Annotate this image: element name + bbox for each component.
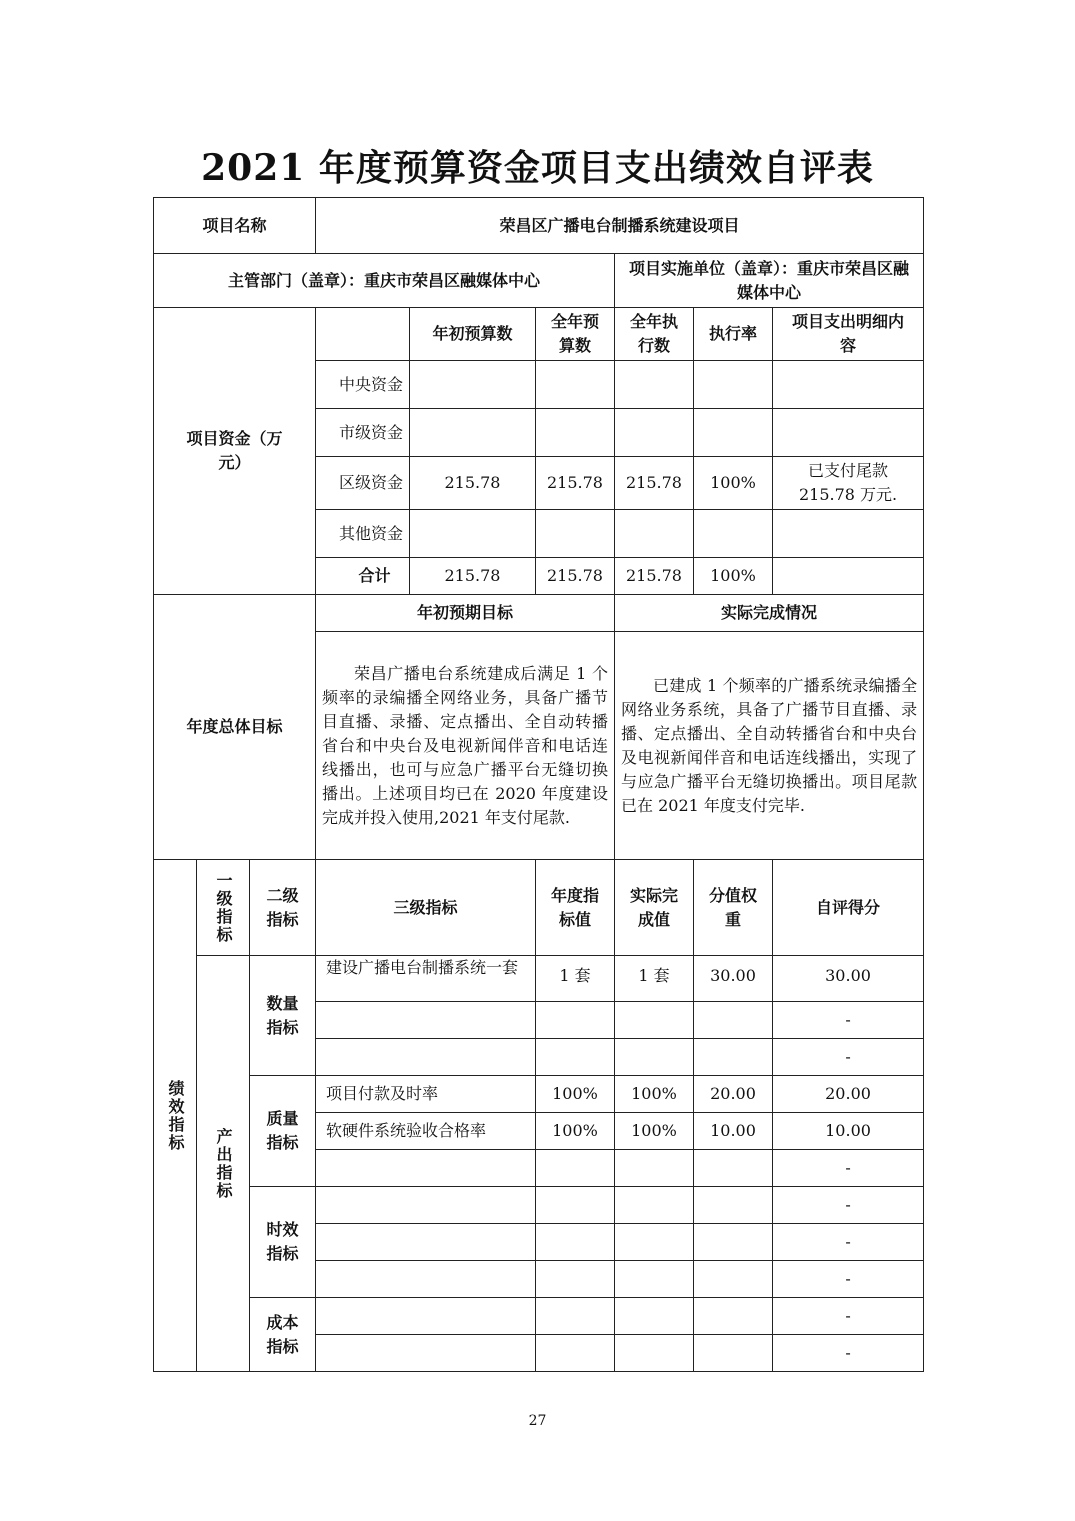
indicator-target: 100% [536,1076,615,1113]
indicator-item [316,1298,536,1335]
planned-goal-text: 荣昌广播电台系统建成后满足 1 个频率的录编播全网络业务，具备广播节目直播、录播、定点播出、全自动转播省台和中央台及电视新闻伴音和电话连线播出，也可与应急广播平台无缝切换播出。上述项目均已在 2020 年度建设完成并投入使用,2021 年支付尾款. [316,632,615,860]
indicator-score: - [773,1187,924,1224]
indicator-score: - [773,1224,924,1261]
fund-cell: 215.78 [410,457,536,510]
actual-goal-text: 已建成 1 个频率的广播系统录编播全网络业务系统，具备了广播节目直播、录播、定点播出、全自动转播省台和中央台及电视新闻伴音和电话连线播出，实现了与应急广播平台无缝切换播出。项目尾款已在 2021 年度支付完毕. [615,632,924,860]
level1-header [197,860,250,956]
fund-cell [773,361,924,409]
indicator-actual: 100% [615,1076,694,1113]
indicator-item: 软硬件系统验收合格率 [316,1113,536,1150]
timeliness-indicator-label: 时效指标 [250,1187,316,1298]
indicator-actual [615,1298,694,1335]
indicator-score: - [773,1150,924,1187]
cost-indicator-label: 成本指标 [250,1298,316,1372]
indicator-target [536,1150,615,1187]
funds-header-rate: 执行率 [694,308,773,361]
project-name-label: 项目名称 [154,198,316,254]
fund-cell [773,409,924,457]
level2-header: 二级指标 [250,860,316,956]
supervising-dept: 主管部门（盖章）：重庆市荣昌区融媒体中心 [154,254,615,308]
fund-cell: 215.78 [615,558,694,595]
indicator-weight: 10.00 [694,1113,773,1150]
indicator-item [316,1261,536,1298]
actual-goal-header: 实际完成情况 [615,595,924,632]
page-title: 2021 年度预算资金项目支出绩效自评表 [201,147,874,189]
indicator-weight [694,1335,773,1372]
funds-header-executed: 全年执行数 [615,308,694,361]
indicator-weight [694,1187,773,1224]
indicator-weight [694,1261,773,1298]
fund-cell: 215.78 [410,558,536,595]
indicator-score: - [773,1335,924,1372]
indicator-actual [615,1002,694,1039]
indicator-item: 建设广播电台制播系统一套 [316,956,536,1002]
indicator-weight: 30.00 [694,956,773,1002]
fund-cell [694,510,773,558]
fund-detail-cell: 已支付尾款 215.78 万元. [773,457,924,510]
fund-cell [410,510,536,558]
funds-header-initial: 年初预算数 [410,308,536,361]
indicator-score: - [773,1039,924,1076]
indicator-target: 1 套 [536,956,615,1002]
funds-header-blank [316,308,410,361]
indicator-actual: 1 套 [615,956,694,1002]
funds-header-detail: 项目支出明细内容 [773,308,924,361]
indicator-weight [694,1002,773,1039]
project-name-value: 荣昌区广播电台制播系统建设项目 [316,198,924,254]
indicator-item [316,1039,536,1076]
indicator-weight [694,1298,773,1335]
indicator-target [536,1187,615,1224]
fund-cell: 100% [694,558,773,595]
fund-cell: 100% [694,457,773,510]
planned-goal-header: 年初预期目标 [316,595,615,632]
indicator-weight [694,1150,773,1187]
indicator-weight [694,1039,773,1076]
indicator-score: 10.00 [773,1113,924,1150]
level3-header: 三级指标 [316,860,536,956]
indicator-actual [615,1224,694,1261]
indicator-target [536,1224,615,1261]
fund-cell [536,510,615,558]
fund-cell [410,409,536,457]
fund-cell [410,361,536,409]
target-header: 年度指标值 [536,860,615,956]
indicator-target [536,1261,615,1298]
indicator-item [316,1187,536,1224]
fund-row-central: 中央资金 [316,361,410,409]
funds-header-annual: 全年预算数 [536,308,615,361]
fund-cell: 215.78 [536,558,615,595]
fund-cell [773,558,924,595]
fund-cell [536,361,615,409]
quality-indicator-label: 质量指标 [250,1076,316,1187]
fund-cell [694,409,773,457]
fund-cell [615,409,694,457]
fund-row-total: 合计 [316,558,410,595]
perf-indicator-text: 绩效指标 [166,1079,185,1152]
page-number: 27 [528,1413,547,1429]
indicator-actual [615,1335,694,1372]
fund-row-other: 其他资金 [316,510,410,558]
indicator-target [536,1335,615,1372]
score-header: 自评得分 [773,860,924,956]
indicator-actual [615,1187,694,1224]
fund-cell [615,510,694,558]
indicator-target [536,1039,615,1076]
indicator-actual [615,1261,694,1298]
output-indicator-text: 产出指标 [214,1127,233,1200]
perf-indicator-label [154,860,197,1372]
indicator-item [316,1335,536,1372]
level1-header-text: 一级指标 [214,871,233,944]
indicator-score: - [773,1298,924,1335]
indicator-score: - [773,1261,924,1298]
annual-goal-label: 年度总体目标 [154,595,316,860]
indicator-target: 100% [536,1113,615,1150]
indicator-item [316,1224,536,1261]
indicator-weight [694,1224,773,1261]
fund-cell: 215.78 [615,457,694,510]
quantity-indicator-label: 数量指标 [250,956,316,1076]
indicator-target [536,1298,615,1335]
fund-cell: 215.78 [536,457,615,510]
output-indicator-label [197,956,250,1372]
indicator-weight: 20.00 [694,1076,773,1113]
indicator-item [316,1002,536,1039]
indicator-score: - [773,1002,924,1039]
fund-row-district: 区级资金 [316,457,410,510]
indicator-actual: 100% [615,1113,694,1150]
funds-label: 项目资金（万元） [154,308,316,595]
fund-cell [536,409,615,457]
indicator-score: 30.00 [773,956,924,1002]
weight-header: 分值权重 [694,860,773,956]
indicator-score: 20.00 [773,1076,924,1113]
performance-table [153,197,924,1372]
fund-cell [694,361,773,409]
fund-cell [773,510,924,558]
fund-row-city: 市级资金 [316,409,410,457]
implementing-unit: 项目实施单位（盖章）：重庆市荣昌区融媒体中心 [615,254,924,308]
indicator-item [316,1150,536,1187]
fund-cell [615,361,694,409]
indicator-actual [615,1039,694,1076]
indicator-target [536,1002,615,1039]
indicator-item: 项目付款及时率 [316,1076,536,1113]
indicator-actual [615,1150,694,1187]
actual-header: 实际完成值 [615,860,694,956]
